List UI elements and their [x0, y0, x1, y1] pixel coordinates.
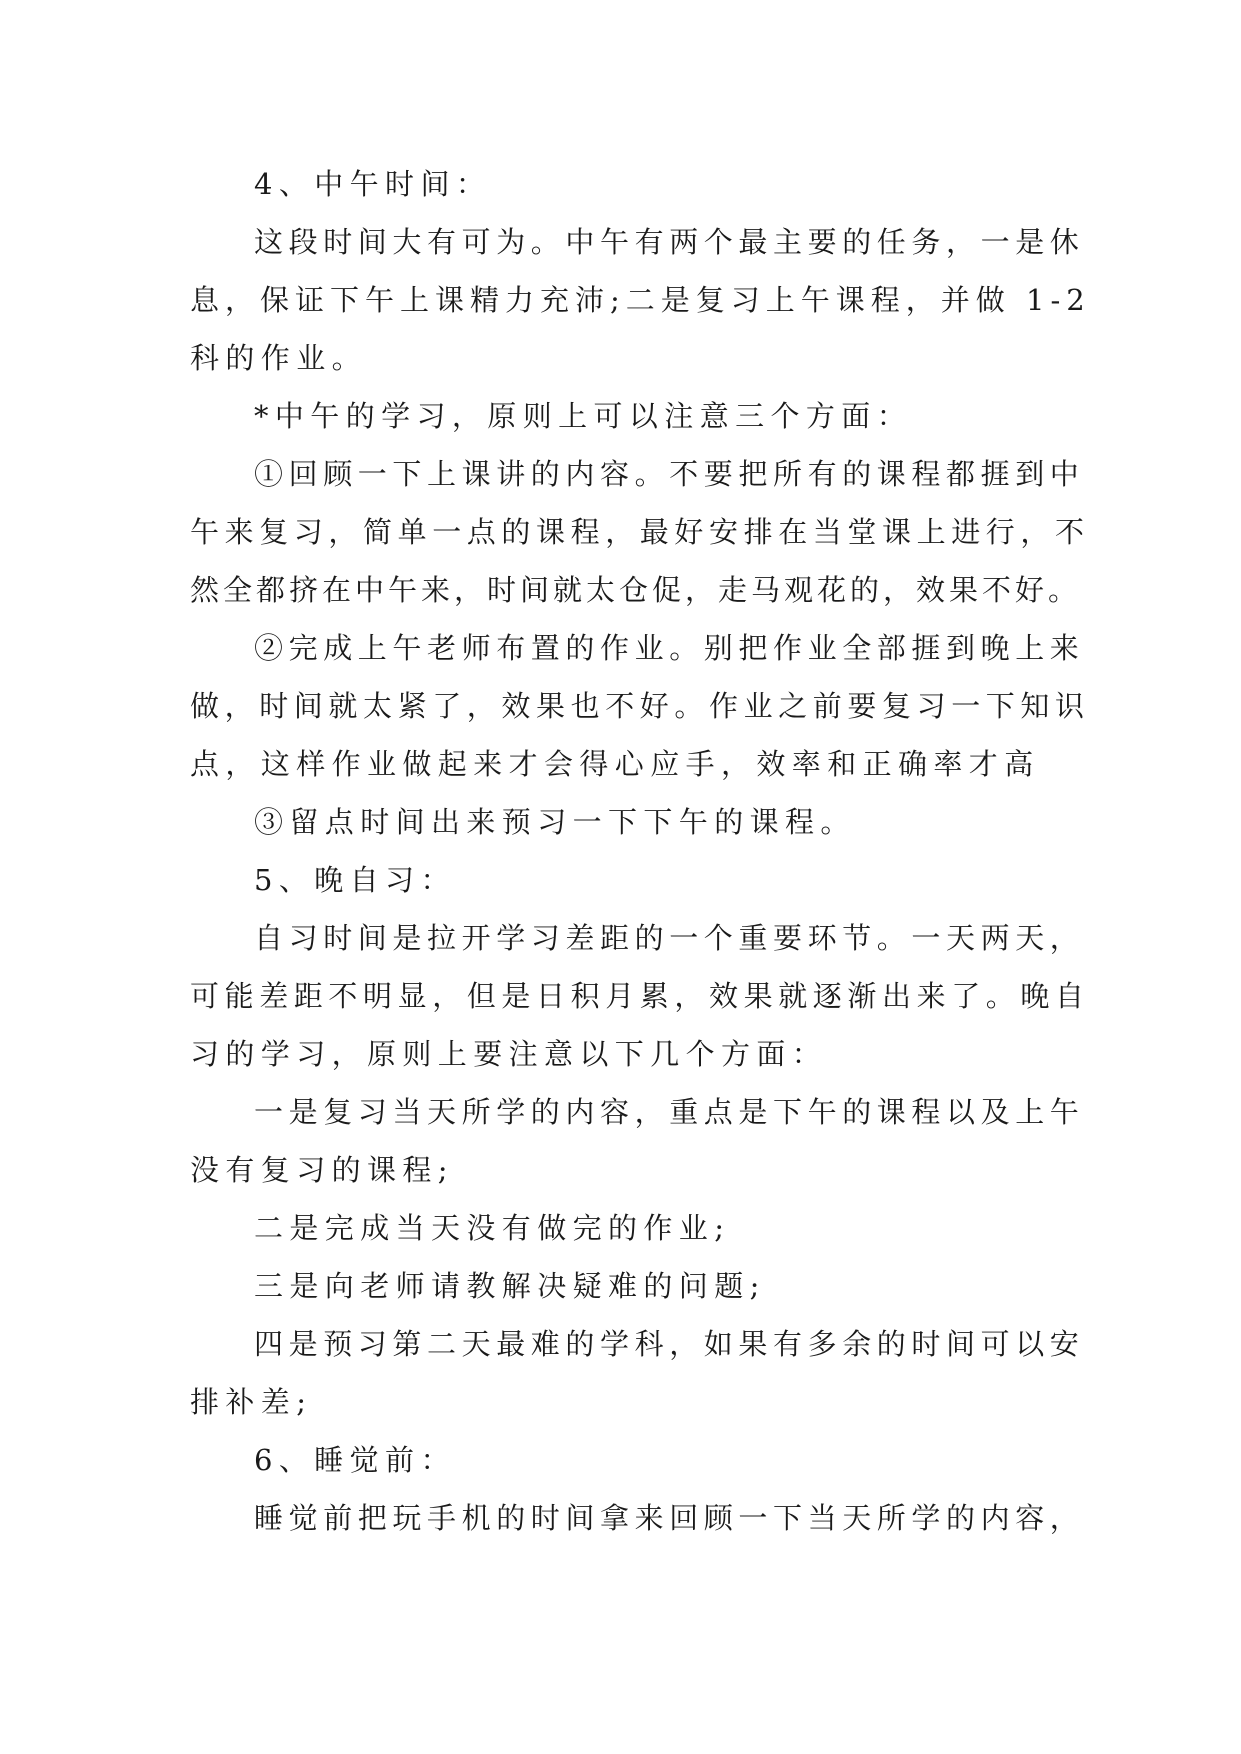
paragraph-line: 息，保证下午上课精力充沛;二是复习上午课程，并做 1-2: [190, 283, 1091, 317]
list-item-line: ③留点时间出来预习一下下午的课程。: [254, 805, 856, 839]
paragraph-line: 这段时间大有可为。中午有两个最主要的任务，一是休: [254, 225, 1085, 259]
paragraph-line: *中午的学习，原则上可以注意三个方面：: [254, 399, 913, 433]
list-item-line: 排补差;: [190, 1385, 313, 1419]
list-item-line: 做，时间就太紧了，效果也不好。作业之前要复习一下知识: [190, 689, 1090, 723]
list-item-line: 点，这样作业做起来才会得心应手，效率和正确率才高: [190, 747, 1040, 781]
paragraph-line: 习的学习，原则上要注意以下几个方面：: [190, 1037, 828, 1071]
paragraph-line: 睡觉前把玩手机的时间拿来回顾一下当天所学的内容，: [254, 1501, 1085, 1535]
list-item-line: ②完成上午老师布置的作业。别把作业全部捱到晚上来: [254, 631, 1085, 665]
list-item-line: 没有复习的课程;: [190, 1153, 454, 1187]
list-item-line: ①回顾一下上课讲的内容。不要把所有的课程都捱到中: [254, 457, 1085, 491]
list-item-line: 三是向老师请教解决疑难的问题;: [254, 1269, 766, 1303]
heading-before-sleep: 6、睡觉前：: [254, 1443, 456, 1477]
paragraph-line: 科的作业。: [190, 341, 368, 375]
list-item-line: 午来复习，简单一点的课程，最好安排在当堂课上进行，不: [190, 515, 1090, 549]
list-item-line: 一是复习当天所学的内容，重点是下午的课程以及上午: [254, 1095, 1085, 1129]
list-item-line: 二是完成当天没有做完的作业;: [254, 1211, 731, 1245]
paragraph-line: 自习时间是拉开学习差距的一个重要环节。一天两天，: [254, 921, 1085, 955]
heading-noon-time: 4、中午时间：: [254, 167, 492, 201]
paragraph-line: 可能差距不明显，但是日积月累，效果就逐渐出来了。晚自: [190, 979, 1090, 1013]
list-item-line: 然全都挤在中午来，时间就太仓促，走马观花的，效果不好。: [190, 573, 1082, 607]
list-item-line: 四是预习第二天最难的学科，如果有多余的时间可以安: [254, 1327, 1085, 1361]
heading-evening-study: 5、晚自习：: [254, 863, 456, 897]
